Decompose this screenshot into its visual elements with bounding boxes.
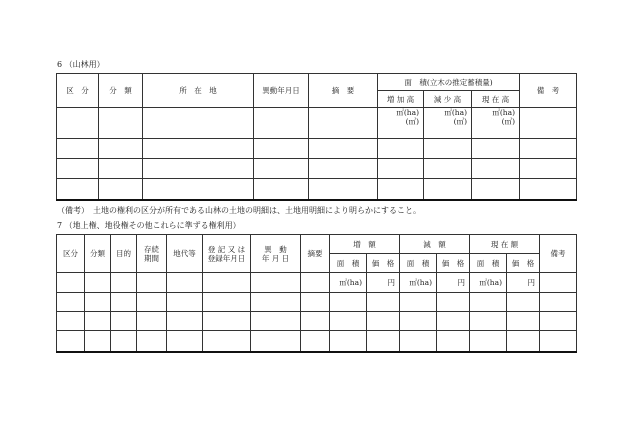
header-idou	[251, 235, 301, 273]
header-sonzoku-line1: 存続	[144, 244, 159, 254]
header-sonzoku-line2: 期間	[144, 253, 159, 263]
unit-area: ㎡(ha)	[330, 273, 367, 293]
header-genzai: 現 在 額	[470, 235, 540, 254]
header-menseki: 面 積	[400, 254, 437, 273]
table-row	[57, 179, 577, 200]
table-row	[57, 293, 577, 312]
header-genshou: 減 少 高	[424, 91, 472, 108]
header-menseki-group: 面 積(立木の推定蓄積量)	[378, 74, 520, 91]
unit-cell-genzai	[472, 108, 520, 139]
unit-volume: (㎥)	[501, 117, 516, 126]
header-menseki: 面 積	[470, 254, 507, 273]
header-idou-line1: 異 動	[264, 244, 287, 254]
table-row	[57, 312, 577, 331]
header-kakaku: 価 格	[367, 254, 400, 273]
table-row	[57, 331, 577, 352]
forest-ledger-table	[56, 73, 577, 201]
header-idou: 異動年月日	[254, 74, 309, 108]
header-touki-line1: 登 記 又 は	[207, 244, 246, 254]
header-zouka: 増 加 高	[378, 91, 424, 108]
rights-ledger-table	[56, 234, 577, 353]
unit-area: ㎡(ha)	[396, 108, 419, 117]
unit-area: ㎡(ha)	[492, 108, 516, 117]
table-row	[57, 159, 577, 179]
unit-area: ㎡(ha)	[400, 273, 437, 293]
header-gengaku: 減 額	[400, 235, 470, 254]
header-tekiyou: 摘 要	[309, 74, 378, 108]
unit-volume: (㎥)	[453, 117, 467, 126]
header-chidai: 地代等	[167, 235, 203, 273]
section7-title: 7 （地上権、地役権その他これらに準ずる権利用）	[57, 221, 241, 230]
header-menseki: 面 積	[330, 254, 367, 273]
unit-yen: 円	[507, 273, 540, 293]
unit-volume: (㎥)	[405, 117, 419, 126]
header-tekiyou: 摘要	[301, 235, 330, 273]
section6-title: 6 （山林用）	[57, 60, 105, 69]
unit-yen: 円	[367, 273, 400, 293]
header-touki-line2: 登録年月日	[207, 253, 246, 263]
unit-area: ㎡(ha)	[470, 273, 507, 293]
header-shozaichi: 所 在 地	[143, 74, 254, 108]
header-bunrui: 分類	[85, 235, 111, 273]
header-bunrui: 分 類	[99, 74, 143, 108]
header-zougaku: 増 額	[330, 235, 400, 254]
header-genzai: 現 在 高	[472, 91, 520, 108]
header-kakaku: 価 格	[507, 254, 540, 273]
header-kubun: 区 分	[57, 74, 99, 108]
header-sonzoku	[137, 235, 167, 273]
header-bikou: 備 考	[520, 74, 577, 108]
unit-area: ㎡(ha)	[444, 108, 467, 117]
header-idou-line2: 年 月 日	[261, 253, 290, 263]
unit-yen: 円	[437, 273, 470, 293]
header-kakaku: 価 格	[437, 254, 470, 273]
table-row	[57, 273, 577, 293]
table-row	[57, 108, 577, 139]
unit-cell-genshou	[424, 108, 472, 139]
remark-note: （備考） 土地の権利の区分が所有である山林の土地の明細は、土地用明細により明らかにすること。	[57, 206, 421, 215]
table-row	[57, 139, 577, 159]
header-mokuteki: 目的	[111, 235, 137, 273]
header-bikou: 備考	[540, 235, 577, 273]
unit-cell-zouka	[378, 108, 424, 139]
header-touki	[203, 235, 251, 273]
header-kubun: 区分	[57, 235, 85, 273]
